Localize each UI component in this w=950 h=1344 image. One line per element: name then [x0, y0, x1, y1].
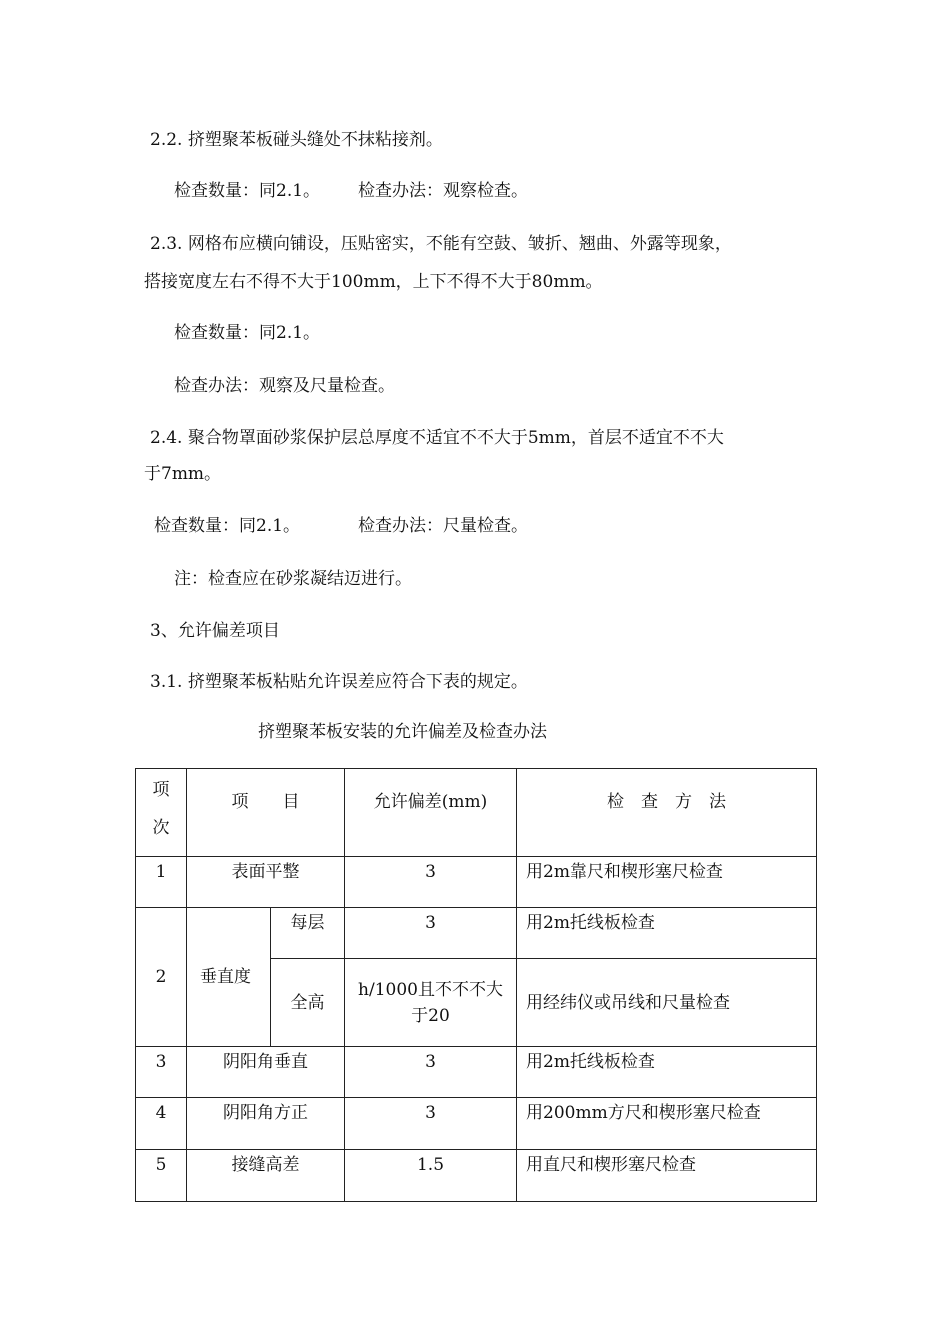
row5-tolerance: 1.5: [345, 1150, 517, 1202]
row2-sub2-tolerance: h/1000且不不不大于20: [345, 959, 517, 1047]
row1-tolerance: 3: [345, 857, 517, 908]
row4-seq: 4: [136, 1098, 187, 1150]
row2-item: 垂直度: [187, 908, 271, 1047]
tolerance-table: [135, 768, 817, 1202]
check-quantity-2-3: 检查数量：同2.1。: [174, 323, 321, 343]
row5-item: 接缝高差: [187, 1150, 345, 1202]
header-method: 检 查 方 法: [517, 769, 817, 857]
check-method-2-2: 检查办法：观察检查。: [358, 181, 528, 201]
table-row: [136, 1047, 817, 1098]
row3-tolerance: 3: [345, 1047, 517, 1098]
check-quantity-2-2: 检查数量：同2.1。: [174, 181, 321, 201]
row2-sub1-label: 每层: [271, 908, 345, 959]
row4-method: 用200mm方尺和楔形塞尺检查: [517, 1098, 817, 1150]
table-row: [136, 1098, 817, 1150]
paragraph-2-3-line1: 2.3. 网格布应横向铺设，压贴密实，不能有空鼓、皱折、翘曲、外露等现象，: [150, 234, 732, 254]
row2-sub2-label: 全高: [271, 959, 345, 1047]
row2-sub1-tolerance: 3: [345, 908, 517, 959]
table-caption: 挤塑聚苯板安装的允许偏差及检查办法: [258, 722, 547, 742]
check-method-2-3: 检查办法：观察及尺量检查。: [174, 376, 395, 396]
row2-sub2-method: 用经纬仪或吊线和尺量检查: [517, 959, 817, 1047]
header-seq: 项次: [136, 769, 187, 857]
table-row: [136, 1150, 817, 1202]
row1-seq: 1: [136, 857, 187, 908]
row3-seq: 3: [136, 1047, 187, 1098]
row3-item: 阴阳角垂直: [187, 1047, 345, 1098]
note: 注：检查应在砂浆凝结迈进行。: [174, 569, 412, 589]
table-header-row: [136, 769, 817, 857]
header-item: 项 目: [187, 769, 345, 857]
paragraph-3-1: 3.1. 挤塑聚苯板粘贴允许误差应符合下表的规定。: [150, 672, 528, 692]
header-tolerance: 允许偏差(mm): [345, 769, 517, 857]
row5-seq: 5: [136, 1150, 187, 1202]
row5-method: 用直尺和楔形塞尺检查: [517, 1150, 817, 1202]
table-row: [136, 908, 817, 959]
paragraph-2-3-line2: 搭接宽度左右不得不大于100mm，上下不得不大于80mm。: [144, 272, 603, 292]
row3-method: 用2m托线板检查: [517, 1047, 817, 1098]
table-row: [136, 857, 817, 908]
paragraph-2-4-line2: 于7mm。: [144, 464, 222, 484]
row4-item: 阴阳角方正: [187, 1098, 345, 1150]
paragraph-2-4-line1: 2.4. 聚合物罩面砂浆保护层总厚度不适宜不不大于5mm，首层不适宜不不大: [150, 428, 724, 448]
section-3-heading: 3、允许偏差项目: [150, 621, 280, 641]
row4-tolerance: 3: [345, 1098, 517, 1150]
row1-item: 表面平整: [187, 857, 345, 908]
paragraph-2-2: 2.2. 挤塑聚苯板碰头缝处不抹粘接剂。: [150, 130, 443, 150]
check-method-2-4: 检查办法：尺量检查。: [358, 516, 528, 536]
check-quantity-2-4: 检查数量：同2.1。: [154, 516, 301, 536]
row2-sub1-method: 用2m托线板检查: [517, 908, 817, 959]
row2-seq: 2: [136, 908, 187, 1047]
row1-method: 用2m靠尺和楔形塞尺检查: [517, 857, 817, 908]
